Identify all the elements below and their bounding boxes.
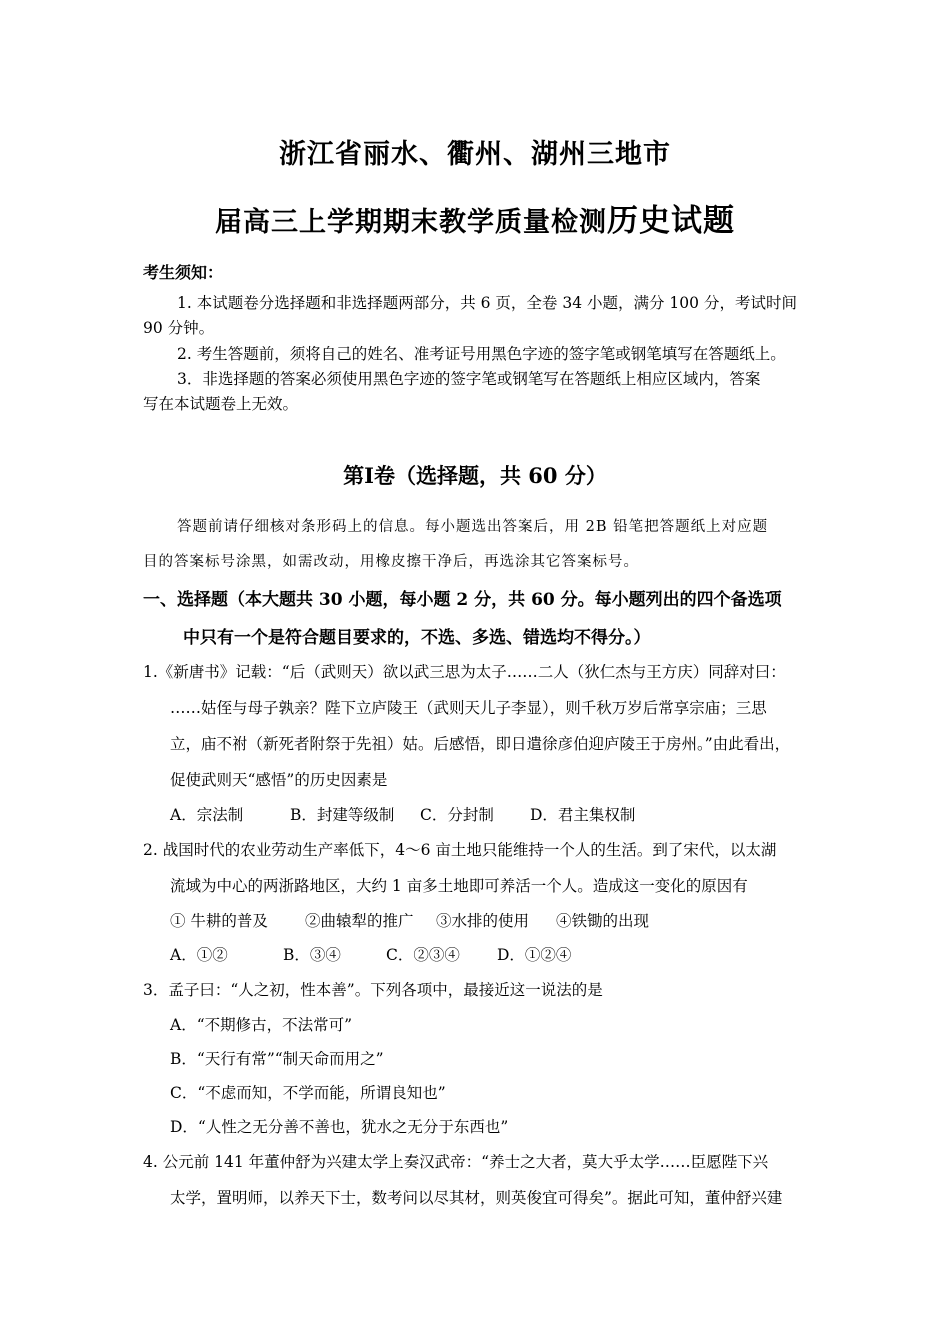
q4-line2: 太学，置明师，以养天下士，数考问以尽其材，则英俊宜可得矣”。据此可知，董仲舒兴建 — [170, 1189, 783, 1207]
q3-option-c: C．“不虑而知，不学而能，所谓良知也” — [170, 1084, 446, 1102]
q3-option-d: D．“人性之无分善不善也，犹水之无分于东西也” — [170, 1118, 509, 1136]
notice-item-2: 2. 考生答题前，须将自己的姓名、准考证号用黑色字迹的签字笔或钢笔填写在答题纸上。 — [177, 345, 786, 363]
q1-line1: 1.《新唐书》记载：“后（武则天）欲以武三思为太子……二人（狄仁杰与王方庆）同辞对曰： — [143, 663, 786, 681]
part-heading-a: 一、选择题（本大题共 30 小题，每小题 2 分，共 60 分。每小题列出的四个备选项 — [143, 590, 782, 610]
q2-line2: 流域为中心的两浙路地区，大约 1 亩多土地即可养活一个人。造成这一变化的原因有 — [170, 877, 748, 895]
exam-title-subject: 历史试题 — [607, 203, 735, 239]
q2-option-a: A．①② — [170, 946, 228, 964]
q2-option-c: C．②③④ — [386, 946, 460, 964]
notice-item-1a: 1. 本试题卷分选择题和非选择题两部分，共 6 页，全卷 34 小题，满分 100 分，考试时间 — [177, 294, 797, 312]
exam-title-main: 届高三上学期期末教学质量检测 — [215, 207, 607, 238]
q1-option-d: D．君主集权制 — [530, 806, 636, 824]
section-instruction-b: 目的答案标号涂黑，如需改动，用橡皮擦干净后，再选涂其它答案标号。 — [143, 554, 639, 570]
q2-option-d: D．①②④ — [497, 946, 572, 964]
notice-item-3a: 3．非选择题的答案必须使用黑色字迹的签字笔或钢笔写在答题纸上相应区域内，答案 — [177, 370, 761, 388]
q2-choice-3: ③水排的使用 — [436, 912, 530, 930]
q1-line4: 促使武则天“感悟”的历史因素是 — [170, 771, 388, 789]
part-heading-b: 中只有一个是符合题目要求的，不选、多选、错选均不得分。） — [183, 628, 651, 648]
notice-item-1b: 90 分钟。 — [143, 319, 215, 337]
q2-line1: 2. 战国时代的农业劳动生产率低下，4～6 亩土地只能维持一个人的生活。到了宋代，以太湖 — [143, 841, 777, 859]
q1-line2: ……姑侄与母子孰亲？陛下立庐陵王（武则天儿子李显），则千秋万岁后常享宗庙；三思 — [170, 699, 767, 717]
notice-item-3b: 写在本试题卷上无效。 — [143, 395, 299, 413]
q3-option-b: B．“天行有常”“制天命而用之” — [170, 1050, 384, 1068]
q2-option-b: B．③④ — [283, 946, 341, 964]
q4-line1: 4. 公元前 141 年董仲舒为兴建太学上奏汉武帝：“养士之大者，莫大乎太学……臣愿陛下兴 — [143, 1153, 769, 1171]
q1-option-a: A．宗法制 — [170, 806, 244, 824]
exam-title-line1: 浙江省丽水、衢州、湖州三地市 — [279, 139, 671, 170]
section-title: 第Ⅰ卷（选择题，共 60 分） — [343, 463, 607, 488]
notice-heading: 考生须知： — [143, 263, 224, 282]
q1-option-b: B．封建等级制 — [290, 806, 395, 824]
q1-line3: 立，庙不祔（新死者附祭于先祖）姑。后感悟，即日遣徐彦伯迎庐陵王于房州。”由此看出， — [170, 735, 791, 753]
q2-choice-4: ④铁锄的出现 — [556, 912, 650, 930]
q3-line1: 3．孟子曰：“人之初，性本善”。下列各项中，最接近这一说法的是 — [143, 981, 603, 999]
q2-choice-1: ① 牛耕的普及 — [170, 912, 268, 930]
q1-option-c: C．分封制 — [420, 806, 494, 824]
exam-title-line2 — [0, 195, 950, 240]
q3-option-a: A．“不期修古，不法常可” — [170, 1016, 353, 1034]
q2-choice-2: ②曲辕犁的推广 — [305, 912, 414, 930]
section-instruction-a: 答题前请仔细核对条形码上的信息。每小题选出答案后，用 2B 铅笔把答题纸上对应题 — [177, 519, 769, 535]
